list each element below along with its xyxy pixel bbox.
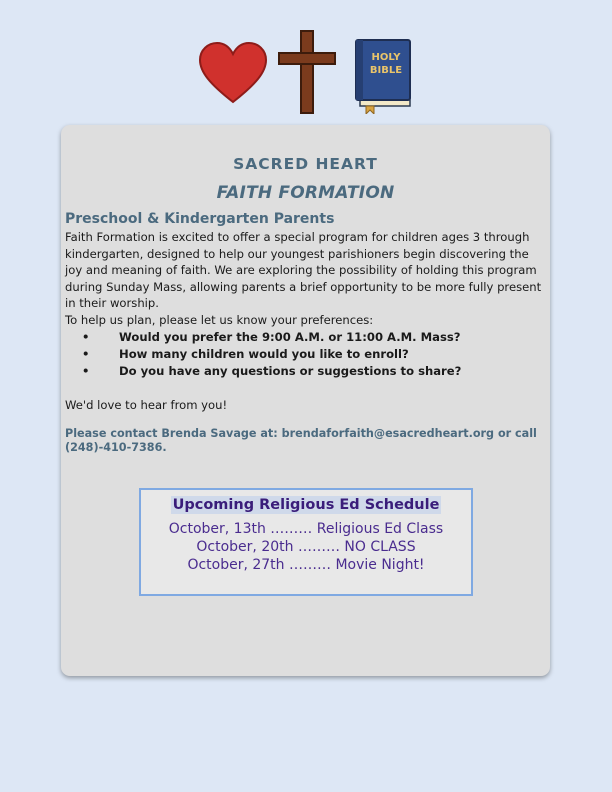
- card-content: [65, 209, 549, 455]
- bullet-icon: •: [82, 363, 90, 378]
- bullet-icon: •: [82, 329, 90, 344]
- info-card: [61, 125, 550, 676]
- questions-list: [65, 329, 549, 380]
- schedule-title: Upcoming Religious Ed Schedule: [172, 497, 440, 513]
- schedule-item: October, 20th ……… NO CLASS: [196, 539, 416, 555]
- heart-icon: [198, 42, 268, 106]
- header-icons: [0, 28, 612, 118]
- schedule-list: [141, 520, 471, 574]
- organization-title: SACRED HEART: [233, 155, 378, 173]
- audience-heading: Preschool & Kindergarten Parents: [65, 211, 335, 227]
- list-item: [65, 329, 549, 346]
- question-text: Would you prefer the 9:00 A.M. or 11:00 A.M. Mass?: [119, 329, 461, 344]
- bible-title-line2: BIBLE: [369, 65, 403, 76]
- list-item: [65, 346, 549, 363]
- prompt-text: To help us plan, please let us know your preferences:: [65, 312, 374, 327]
- closing-text: We'd love to hear from you!: [65, 397, 228, 412]
- bullet-icon: •: [82, 346, 90, 361]
- bible-icon: [354, 38, 414, 114]
- question-text: Do you have any questions or suggestions to share?: [119, 363, 462, 378]
- schedule-item: October, 13th ……… Religious Ed Class: [168, 521, 444, 537]
- program-title: FAITH FORMATION: [216, 183, 395, 203]
- cross-icon: [278, 30, 336, 114]
- bible-title-line1: HOLY: [371, 52, 401, 63]
- list-item: [65, 363, 549, 380]
- schedule-box: [139, 488, 473, 596]
- contact-info: Please contact Brenda Savage at: brendaforfaith@esacredheart.org or call (248)-410-7386.: [65, 427, 537, 455]
- schedule-item: October, 27th ……… Movie Night!: [187, 557, 425, 573]
- question-text: How many children would you like to enroll?: [119, 346, 409, 361]
- intro-paragraph: Faith Formation is excited to offer a special program for children ages 3 through kindergarten, designed to help our youngest parishioners begin discovering the joy and meaning of faith. We are exploring the possibility of holding this program during Sunday Mass, allowing parents a brief opportunity to be more fully present in their worship.: [65, 230, 542, 311]
